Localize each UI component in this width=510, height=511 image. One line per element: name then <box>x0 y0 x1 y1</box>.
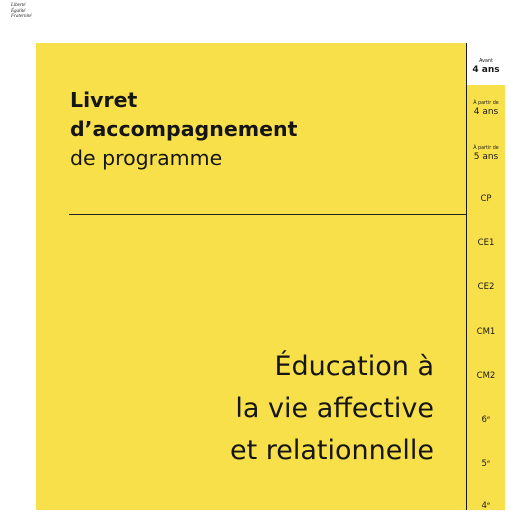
title-divider <box>69 214 466 215</box>
level-4e[interactable]: 4ᵉ <box>481 501 491 511</box>
level-a-partir-5-ans[interactable] <box>467 146 505 162</box>
level-ce1[interactable]: CE1 <box>477 238 495 248</box>
level-avant-4-ans[interactable] <box>467 43 505 85</box>
republic-motto <box>11 3 32 20</box>
title-line-programme: de programme <box>70 146 223 170</box>
cover-panel <box>36 43 466 510</box>
cover-title <box>70 86 297 173</box>
motto-egalite: Égalité <box>11 8 26 14</box>
level-5ans-small: À partir de <box>473 146 499 151</box>
level-avant-label: 4 ans <box>472 65 500 75</box>
level-4ans-small: À partir de <box>473 101 499 106</box>
level-6e[interactable]: 6ᵉ <box>481 415 491 425</box>
title-line-livret: Livret <box>70 88 138 112</box>
cover-subject <box>230 346 434 472</box>
subject-line-3: et relationnelle <box>229 435 434 466</box>
motto-fraternite: Fraternité <box>11 14 32 19</box>
level-ce2[interactable]: CE2 <box>477 282 495 292</box>
level-sidebar <box>466 43 505 510</box>
level-avant-small: Avant <box>479 59 493 64</box>
level-4ans-label: 4 ans <box>473 107 499 117</box>
level-cm1[interactable]: CM1 <box>476 327 496 337</box>
motto-liberte: Liberté <box>11 3 26 8</box>
subject-line-1: Éducation à <box>274 351 434 382</box>
level-5ans-label: 5 ans <box>473 152 499 162</box>
level-cp[interactable]: CP <box>480 194 492 204</box>
level-5e[interactable]: 5ᵉ <box>481 459 491 469</box>
title-line-accompagnement: d’accompagnement <box>70 117 298 141</box>
subject-line-2: la vie affective <box>235 393 434 424</box>
level-cm2[interactable]: CM2 <box>476 371 496 381</box>
level-a-partir-4-ans[interactable] <box>467 101 505 117</box>
